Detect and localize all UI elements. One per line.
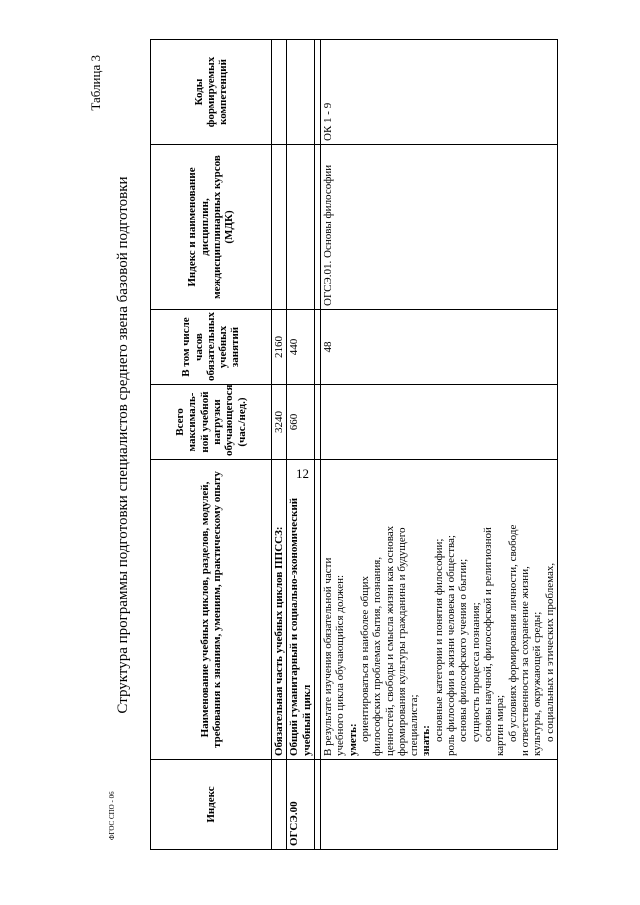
req-line: ценностей, свободы и смысла жизни как основах — [383, 525, 396, 756]
ogse-index: ОГСЭ.00 — [287, 760, 315, 850]
ogse-total: 660 — [287, 385, 315, 460]
req-line: о социальных и этических проблемах, — [543, 562, 556, 742]
req-line: основные категории и понятия философии; — [432, 538, 445, 742]
req-line: уметь: — [346, 723, 359, 756]
header-total: Всего максималь-ной учебной нагрузки обучающегося (час./нед.) — [151, 385, 272, 460]
header-index: Индекс — [151, 760, 272, 850]
table-row — [272, 40, 287, 850]
page-number: 12 — [296, 466, 309, 481]
req-line: ориентироваться в наиболее общих — [358, 575, 371, 742]
table-row — [287, 40, 315, 850]
table-caption: Таблица 3 — [88, 55, 103, 111]
req-line: об условиях формирования личности, свободе — [506, 524, 519, 742]
req-line: культуры, окружающей среды; — [531, 611, 544, 756]
mandatory-name: Обязательная часть учебных циклов ППССЗ: — [272, 460, 287, 760]
req-line: основы научной, философской и религиозной — [482, 527, 494, 742]
req-line: и ответственности за сохранение жизни, — [518, 566, 531, 756]
mandatory-total: 3240 — [272, 385, 287, 460]
req-line: В результате изучения обязательной части — [321, 557, 334, 756]
page-title: Структура программы подготовки специалистов среднего звена базовой подготовки — [115, 176, 131, 714]
req-line: картин мира; — [494, 694, 507, 756]
table-header-row — [151, 40, 272, 850]
ogse-name: Общий гуманитарный и социально-экономический учебный цикл — [287, 460, 315, 760]
req-line: знать: — [420, 725, 433, 756]
req-line: роль философии в жизни человека и общества; — [445, 535, 458, 756]
req-line: формирования культуры гражданина и будущего — [395, 527, 408, 756]
header-classes: В том числе часов обязательных учебных занятий — [151, 310, 272, 385]
philosophy-competencies: ОК 1 - 9 — [320, 40, 557, 145]
structure-table — [150, 39, 558, 850]
req-line: философских проблемах бытия, познания, — [371, 556, 384, 756]
ogse-classes: 440 — [287, 310, 315, 385]
philosophy-classes: 48 — [320, 310, 557, 385]
header-discipline: Индекс и наименование дисциплин, междисциплинарных курсов (МДК) — [151, 145, 272, 310]
header-competencies: Коды формируемых компетенций — [151, 40, 272, 145]
philosophy-discipline: ОГСЭ.01. Основы философии — [320, 145, 557, 310]
philosophy-requirements — [320, 460, 557, 760]
table-row — [320, 40, 557, 850]
req-line: основы философского учения о бытии; — [457, 558, 470, 742]
mandatory-classes: 2160 — [272, 310, 287, 385]
header-name: Наименование учебных циклов, разделов, модулей, требования к знаниям, умениям, практическому опыту — [151, 460, 272, 760]
req-line: учебного цикла обучающийся должен: — [334, 574, 347, 756]
req-line: специалиста; — [408, 694, 421, 756]
footer-code: ФГОС СПО - 06 — [108, 791, 116, 840]
req-line: сущность процесса познания; — [469, 602, 482, 742]
